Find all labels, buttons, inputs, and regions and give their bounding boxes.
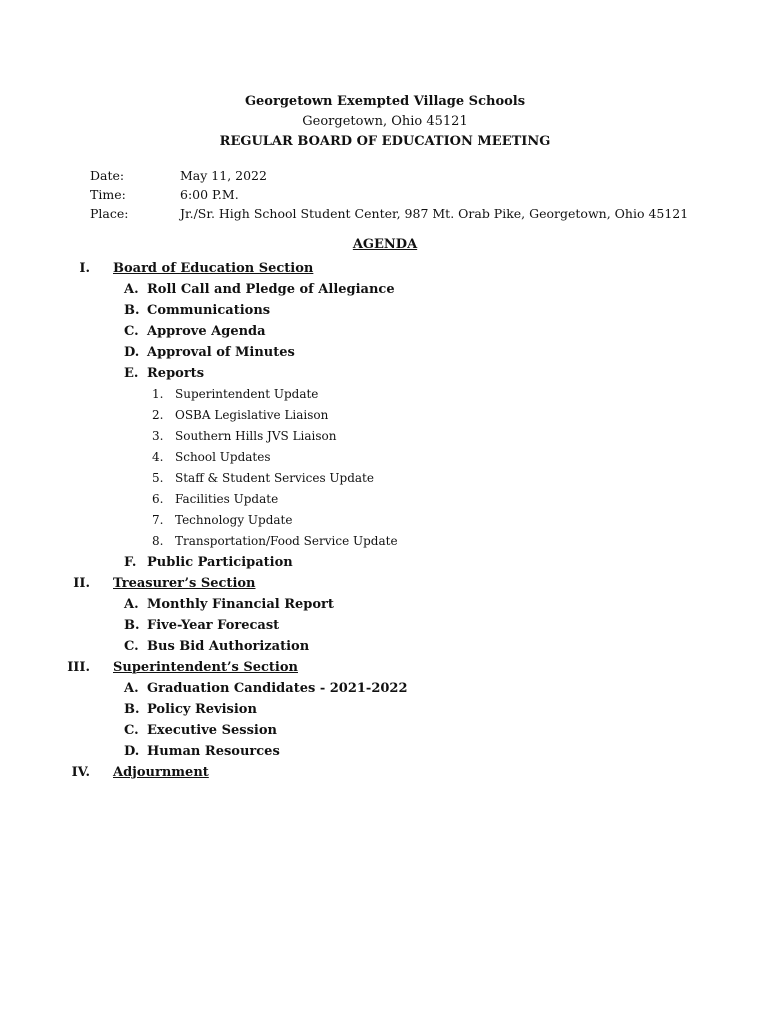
section-title: Superintendent’s Section [113, 660, 298, 675]
agenda-item [0, 636, 770, 657]
agenda-item [0, 741, 770, 762]
subitem-number: 5. [152, 471, 164, 485]
meeting-place-row [90, 204, 740, 223]
section-numeral: III. [67, 660, 90, 675]
item-label: Five-Year Forecast [147, 618, 280, 633]
item-label: Monthly Financial Report [147, 597, 334, 612]
item-label: Graduation Candidates - 2021-2022 [147, 681, 408, 696]
agenda-item [0, 300, 770, 321]
subitem-label: Facilities Update [175, 492, 279, 506]
agenda-section [0, 258, 770, 279]
subitem-number: 1. [152, 387, 164, 401]
item-label: Bus Bid Authorization [147, 639, 310, 654]
district-name: Georgetown Exempted Village Schools [244, 94, 526, 109]
subitem-label: Superintendent Update [175, 387, 319, 401]
item-letter: A. [124, 597, 139, 612]
section-numeral: IV. [71, 765, 90, 780]
agenda-item [0, 678, 770, 699]
subitem-label: OSBA Legislative Liaison [175, 408, 329, 422]
item-letter: C. [124, 639, 139, 654]
subitem-number: 3. [152, 429, 164, 443]
place-value: Jr./Sr. High School Student Center, 987 Mt. Orab Pike, Georgetown, Ohio 45121 [180, 206, 689, 221]
item-letter: A. [124, 681, 139, 696]
subitem-number: 7. [152, 513, 164, 527]
item-label: Approve Agenda [147, 324, 266, 339]
subitem-label: School Updates [175, 450, 271, 464]
item-letter: B. [124, 618, 140, 633]
subitem-number: 8. [152, 534, 164, 548]
date-value: May 11, 2022 [180, 168, 267, 183]
agenda-item [0, 279, 770, 300]
meeting-info [90, 166, 740, 223]
meeting-date-row [90, 166, 740, 185]
subitem-number: 6. [152, 492, 164, 506]
section-title: Treasurer’s Section [113, 576, 256, 591]
subitem-number: 2. [152, 408, 164, 422]
subitem-label: Technology Update [175, 513, 293, 527]
agenda-subitem [0, 489, 770, 510]
item-label: Communications [147, 303, 271, 318]
item-label: Policy Revision [147, 702, 257, 717]
section-numeral: II. [73, 576, 90, 591]
agenda-item [0, 699, 770, 720]
item-letter: D. [124, 744, 140, 759]
section-title: Board of Education Section [113, 261, 314, 276]
item-letter: C. [124, 324, 139, 339]
item-letter: E. [124, 366, 139, 381]
agenda-subitem [0, 447, 770, 468]
agenda-item [0, 720, 770, 741]
agenda-item [0, 552, 770, 573]
item-letter: C. [124, 723, 139, 738]
meeting-title: REGULAR BOARD OF EDUCATION MEETING [219, 134, 551, 149]
agenda-list [0, 258, 770, 783]
agenda-title: AGENDA [352, 237, 418, 252]
place-label: Place: [90, 206, 129, 221]
agenda-subitem [0, 468, 770, 489]
item-letter: B. [124, 303, 140, 318]
subitem-label: Transportation/Food Service Update [175, 534, 398, 548]
item-label: Public Participation [147, 555, 293, 570]
agenda-section [0, 657, 770, 678]
agenda-subitem [0, 405, 770, 426]
agenda-section [0, 573, 770, 594]
item-letter: F. [124, 555, 137, 570]
agenda-item [0, 594, 770, 615]
subitem-label: Southern Hills JVS Liaison [175, 429, 337, 443]
item-label: Approval of Minutes [147, 345, 295, 360]
item-label: Executive Session [147, 723, 277, 738]
item-label: Human Resources [147, 744, 280, 759]
meeting-time-row [90, 185, 740, 204]
item-letter: D. [124, 345, 140, 360]
subitem-label: Staff & Student Services Update [175, 471, 374, 485]
date-label: Date: [90, 168, 125, 183]
section-title: Adjournment [113, 765, 209, 780]
agenda-subitem [0, 426, 770, 447]
subitem-number: 4. [152, 450, 164, 464]
time-label: Time: [90, 187, 126, 202]
item-label: Reports [147, 366, 205, 381]
agenda-item [0, 363, 770, 384]
agenda-section [0, 762, 770, 783]
document-header [0, 92, 770, 152]
agenda-subitem [0, 384, 770, 405]
agenda-subitem [0, 510, 770, 531]
agenda-item [0, 321, 770, 342]
district-location: Georgetown, Ohio 45121 [302, 114, 468, 129]
agenda-item [0, 615, 770, 636]
time-value: 6:00 P.M. [180, 187, 239, 202]
agenda-subitem [0, 531, 770, 552]
item-letter: A. [124, 282, 139, 297]
item-label: Roll Call and Pledge of Allegiance [147, 282, 395, 297]
section-numeral: I. [79, 261, 90, 276]
agenda-item [0, 342, 770, 363]
item-letter: B. [124, 702, 140, 717]
